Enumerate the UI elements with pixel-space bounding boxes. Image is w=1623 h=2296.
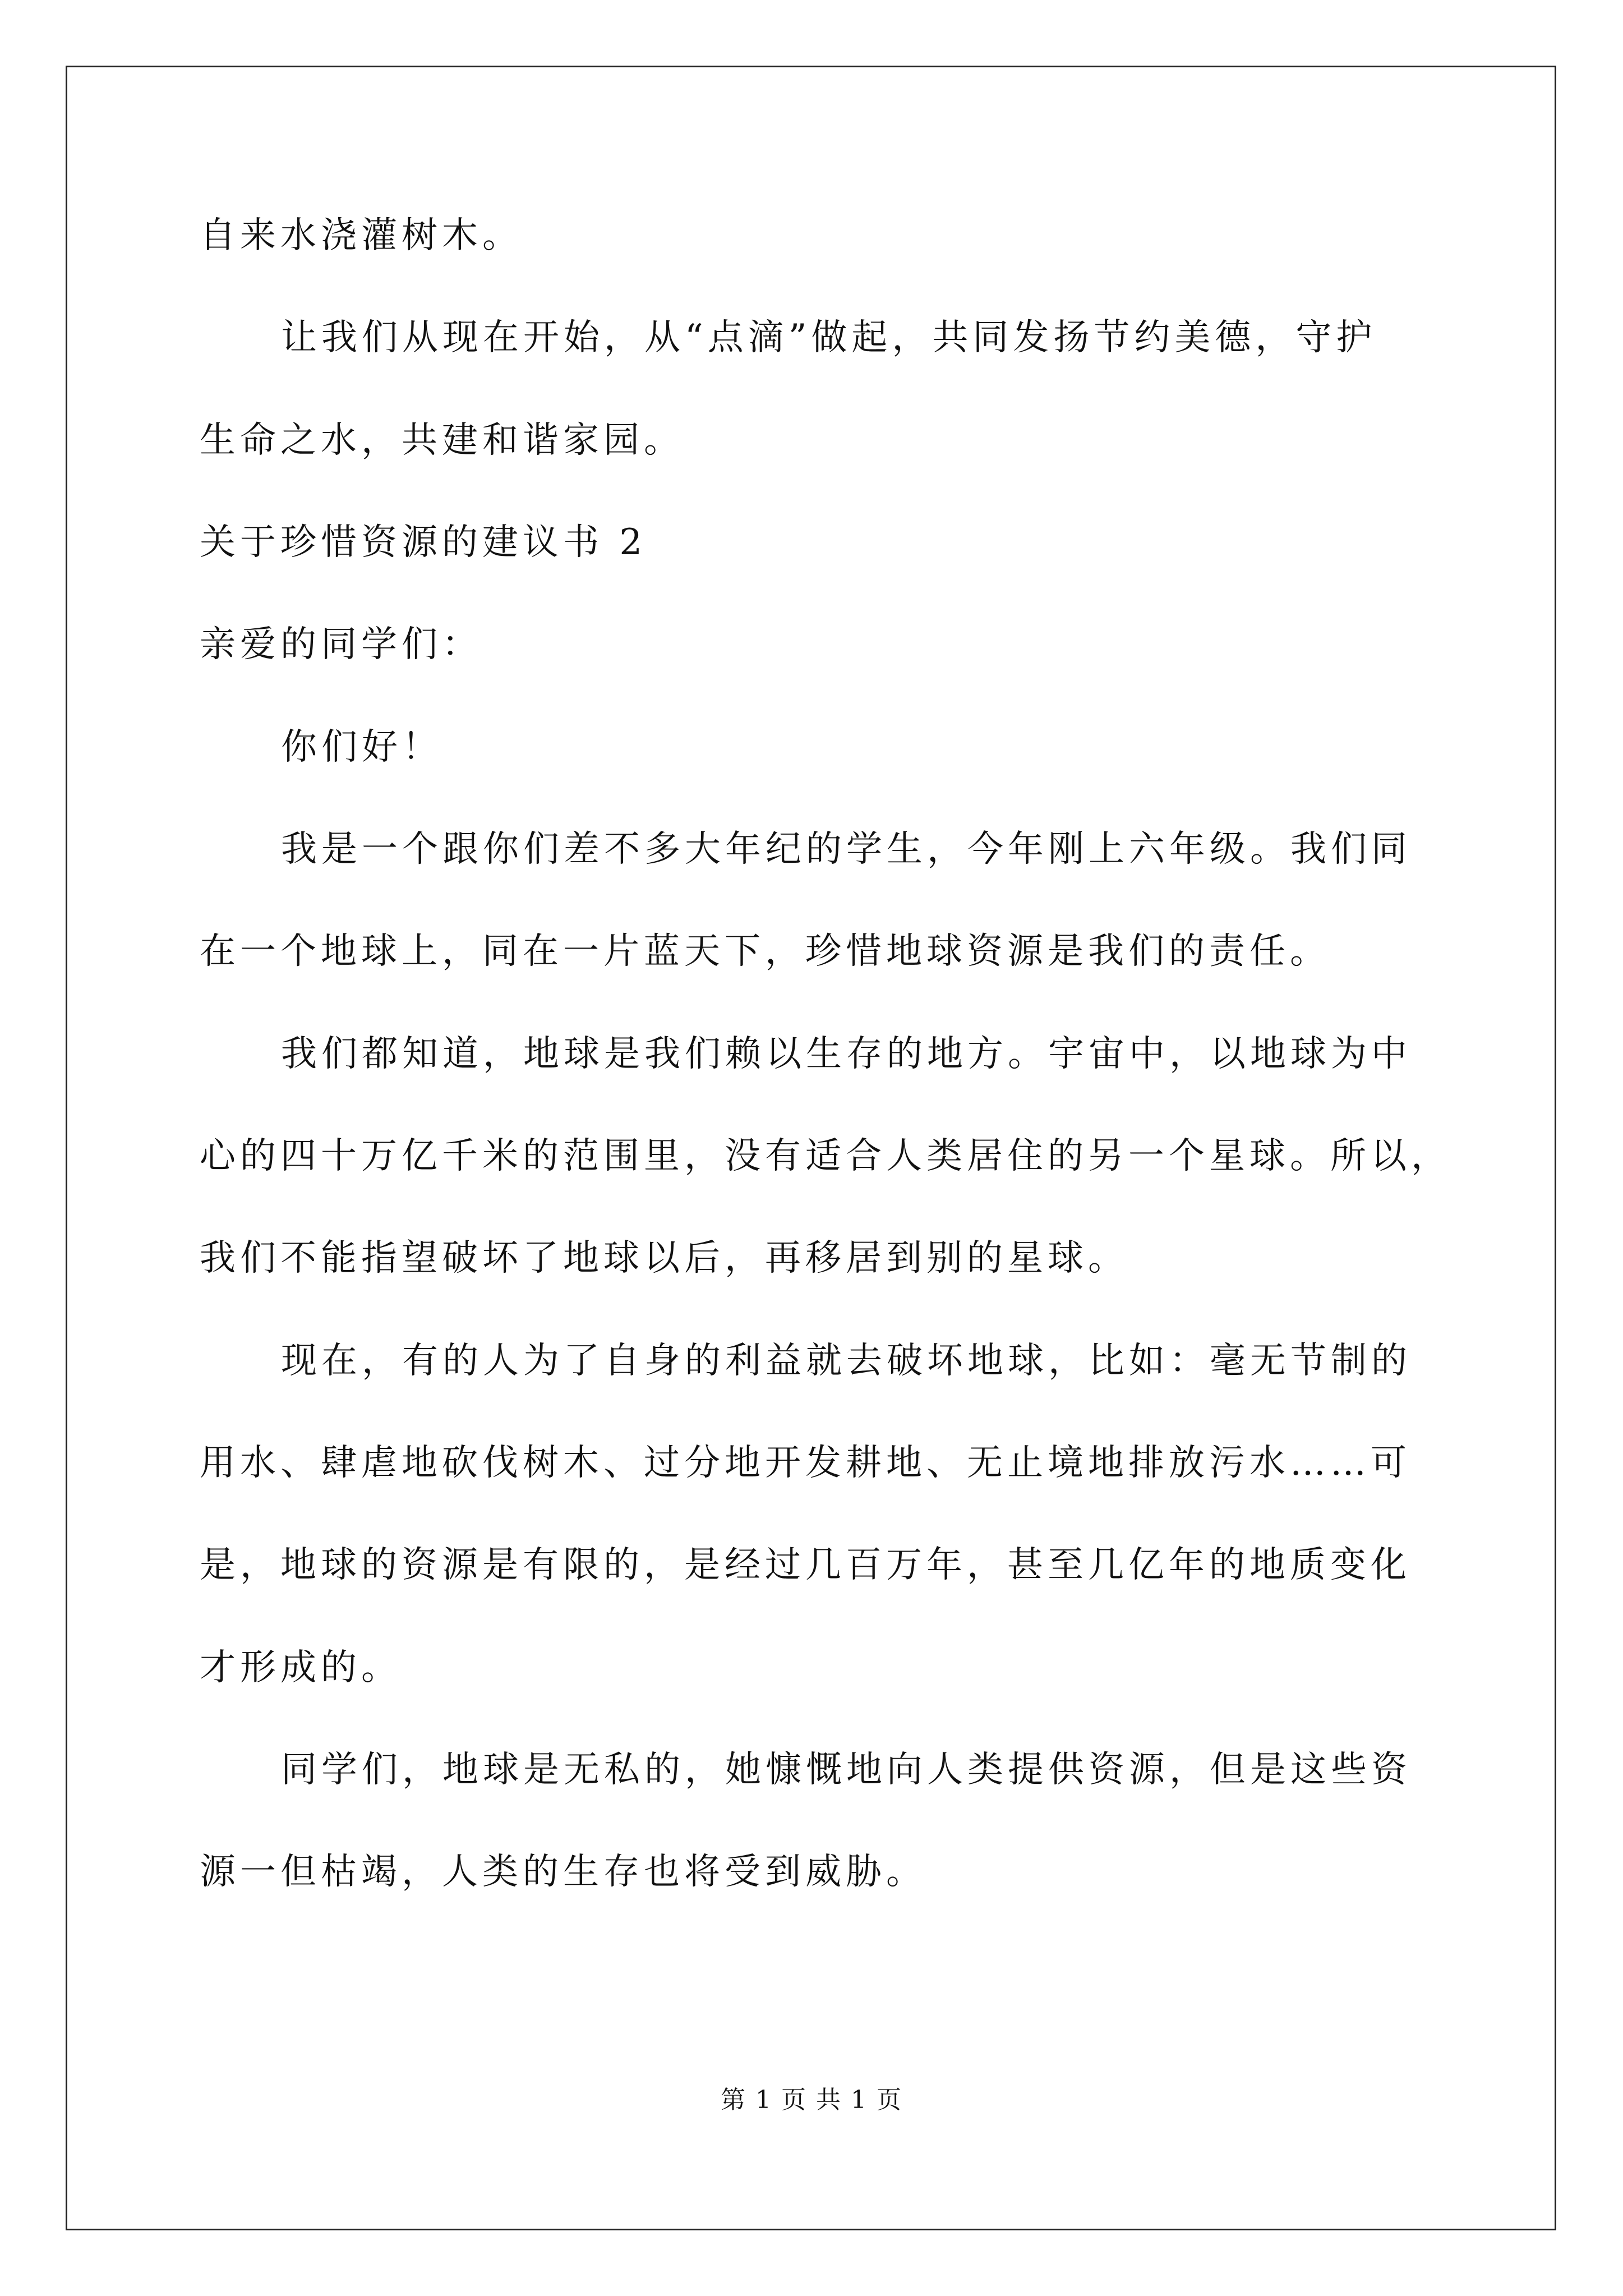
text-line: 源一但枯竭，人类的生存也将受到威胁。 (200, 1851, 926, 1893)
text-line: 我是一个跟你们差不多大年纪的学生，今年刚上六年级。我们同 (281, 829, 1412, 870)
page-footer: 第 1 页 共 1 页 (721, 2086, 902, 2114)
section-heading: 关于珍惜资源的建议书 2 (200, 522, 647, 563)
salutation: 亲爱的同学们： (200, 624, 482, 665)
text-line: 心的四十万亿千米的范围里，没有适合人类居住的另一个星球。所以， (200, 1135, 1451, 1177)
text-line: 才形成的。 (200, 1647, 402, 1688)
text-line: 同学们，地球是无私的，她慷慨地向人类提供资源，但是这些资 (281, 1749, 1412, 1791)
text-line: 我们不能指望破坏了地球以后，再移居到别的星球。 (200, 1237, 1128, 1279)
text-line: 我们都知道，地球是我们赖以生存的地方。宇宙中，以地球为中 (281, 1033, 1412, 1075)
text-line: 是，地球的资源是有限的，是经过几百万年，甚至几亿年的地质变化 (200, 1544, 1411, 1586)
text-line: 用水、肆虐地砍伐树木、过分地开发耕地、无止境地排放污水……可 (200, 1442, 1411, 1484)
text-line: 在一个地球上，同在一片蓝天下，珍惜地球资源是我们的责任。 (200, 931, 1330, 972)
text-line: 自来水浇灌树木。 (200, 215, 523, 256)
text-line: 现在，有的人为了自身的利益就去破坏地球，比如：毫无节制的 (281, 1340, 1412, 1382)
text-line: 让我们从现在开始，从“点滴”做起，共同发扬节约美德，守护 (281, 317, 1377, 358)
greeting: 你们好！ (281, 726, 442, 768)
text-line: 生命之水，共建和谐家园。 (200, 420, 684, 461)
